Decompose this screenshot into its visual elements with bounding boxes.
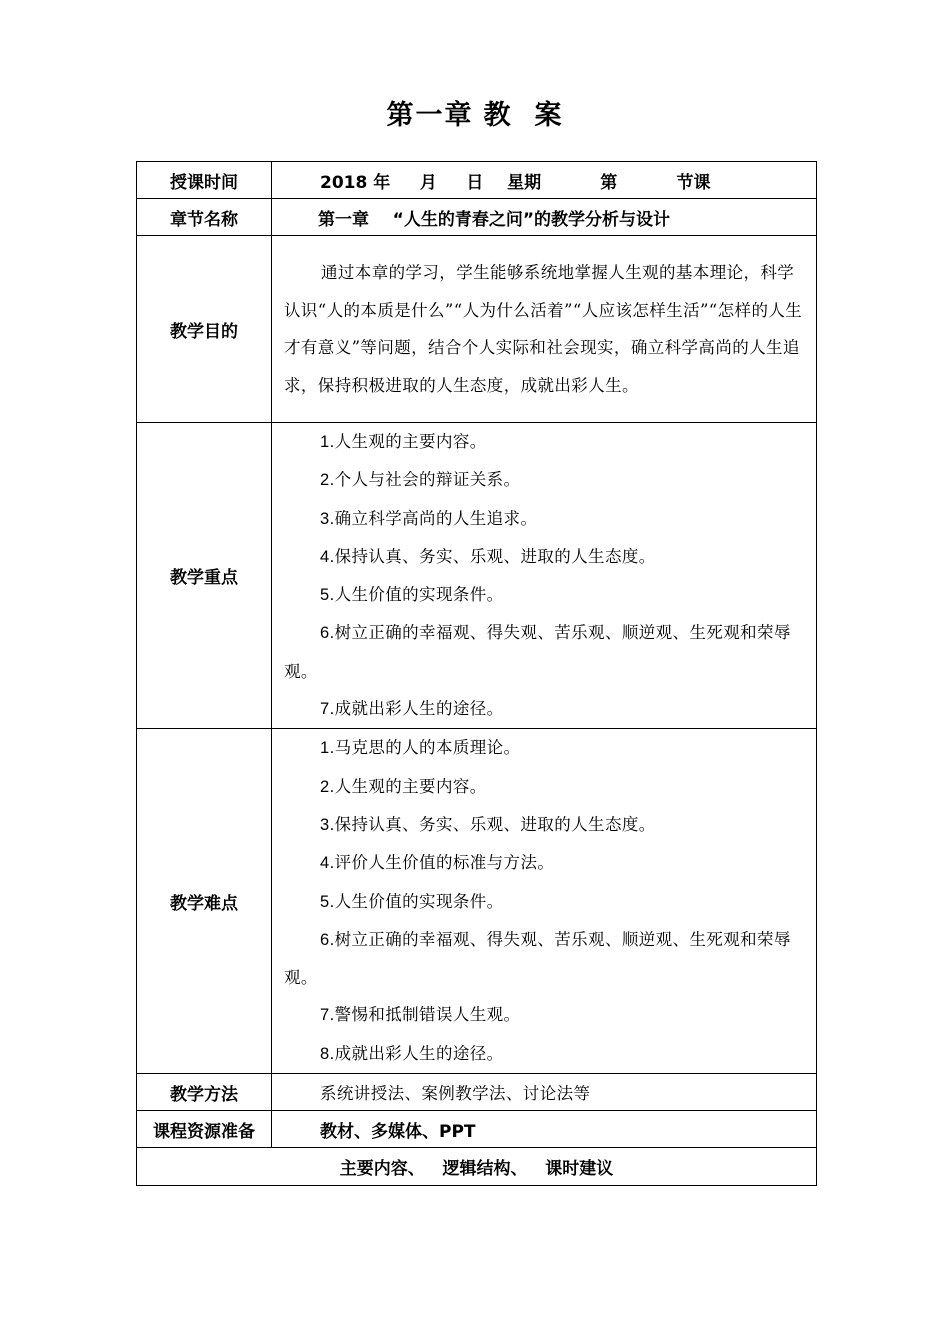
list-item <box>284 844 806 882</box>
list-item-number: 2. <box>320 777 335 796</box>
key-points-list <box>272 423 816 728</box>
row-class-time <box>137 162 817 199</box>
difficulties-cell <box>272 729 817 1074</box>
resources-text: 教材、多媒体、PPT <box>320 1121 476 1142</box>
teaching-method-cell <box>272 1074 817 1111</box>
list-item-number: 6. <box>320 930 335 949</box>
list-item <box>284 1035 806 1073</box>
main-content-header: 主要内容、 逻辑结构、 课时建议 <box>137 1148 817 1186</box>
list-item-text: 人生价值的实现条件。 <box>334 585 504 605</box>
chapter-name-value <box>272 199 817 236</box>
list-item-text: 树立正确的幸福观、得失观、苦乐观、顺逆观、生死观和荣辱观。 <box>284 623 791 681</box>
list-item <box>284 996 806 1034</box>
resources-label: 课程资源准备 <box>137 1111 272 1148</box>
difficulties-label: 教学难点 <box>137 729 272 1074</box>
list-item-number: 6. <box>320 624 335 643</box>
list-item-number: 5. <box>320 892 335 911</box>
list-item-number: 5. <box>320 586 335 605</box>
teaching-method-text: 系统讲授法、案例教学法、讨论法等 <box>320 1084 591 1104</box>
list-item <box>284 921 806 997</box>
list-item-text: 保持认真、务实、乐观、进取的人生态度。 <box>334 546 656 566</box>
list-item-number: 1. <box>320 739 335 758</box>
list-item-number: 3. <box>320 509 335 528</box>
row-key-points <box>137 423 817 729</box>
list-item-number: 7. <box>320 1006 335 1025</box>
teaching-goal-label: 教学目的 <box>137 236 272 423</box>
title-chapter: 第一章 <box>386 100 474 131</box>
list-item <box>284 614 806 690</box>
list-item <box>284 461 806 499</box>
list-item-text: 人生价值的实现条件。 <box>334 891 504 911</box>
teaching-method-label: 教学方法 <box>137 1074 272 1111</box>
list-item-text: 保持认真、务实、乐观、进取的人生态度。 <box>334 814 656 834</box>
list-item-text: 警惕和抵制错误人生观。 <box>334 1005 521 1025</box>
row-teaching-goal <box>137 236 817 423</box>
list-item-number: 8. <box>320 1044 335 1063</box>
list-item-text: 成就出彩人生的途径。 <box>334 1043 504 1063</box>
list-item-number: 4. <box>320 854 335 873</box>
list-item-text: 个人与社会的辩证关系。 <box>334 470 521 490</box>
row-chapter-name <box>137 199 817 236</box>
list-item-text: 人生观的主要内容。 <box>334 776 487 796</box>
list-item <box>284 690 806 728</box>
class-time-text: 2018 年 月 日 星期 第 节课 <box>320 172 711 193</box>
lesson-plan-table <box>136 161 817 1186</box>
list-item <box>284 806 806 844</box>
chapter-name-label: 章节名称 <box>137 199 272 236</box>
list-item-number: 3. <box>320 815 335 834</box>
list-item-number: 1. <box>320 433 335 451</box>
title-char-an: 案 <box>534 100 564 131</box>
row-main-content-header <box>137 1148 817 1186</box>
list-item-number: 7. <box>320 700 335 719</box>
teaching-goal-text: 通过本章的学习，学生能够系统地掌握人生观的基本理论，科学认识“人的本质是什么”“人为什么活着”“人应该怎样生活”“怎样的人生才有意义”等问题，结合个人实际和社会现实，确立科学高尚的人生追求，保持积极进取的人生态度，成就出彩人生。 <box>284 263 803 395</box>
teaching-goal-cell <box>272 236 817 423</box>
list-item-text: 树立正确的幸福观、得失观、苦乐观、顺逆观、生死观和荣辱观。 <box>284 929 791 988</box>
list-item-text: 人生观的主要内容。 <box>334 432 487 451</box>
list-item <box>284 729 806 767</box>
list-item <box>284 768 806 806</box>
list-item-text: 成就出彩人生的途径。 <box>334 699 504 719</box>
list-item <box>284 538 806 576</box>
row-difficulties <box>137 729 817 1074</box>
class-time-label: 授课时间 <box>137 162 272 199</box>
chapter-name-text: 第一章 “人生的青春之问”的教学分析与设计 <box>318 209 671 230</box>
resources-cell <box>272 1111 817 1148</box>
title-char-jiao: 教 <box>483 100 513 131</box>
list-item <box>284 576 806 614</box>
page-title <box>0 96 950 136</box>
row-teaching-method <box>137 1074 817 1111</box>
row-resources <box>137 1111 817 1148</box>
list-item <box>284 423 806 461</box>
list-item-text: 马克思的人的本质理论。 <box>334 738 521 758</box>
list-item <box>284 883 806 921</box>
list-item <box>284 500 806 538</box>
class-time-value <box>272 162 817 199</box>
list-item-number: 4. <box>320 547 335 566</box>
list-item-text: 评价人生价值的标准与方法。 <box>334 853 555 873</box>
key-points-label: 教学重点 <box>137 423 272 729</box>
difficulties-list <box>272 729 816 1073</box>
key-points-cell <box>272 423 817 729</box>
list-item-text: 确立科学高尚的人生追求。 <box>334 508 538 528</box>
list-item-number: 2. <box>320 471 335 490</box>
